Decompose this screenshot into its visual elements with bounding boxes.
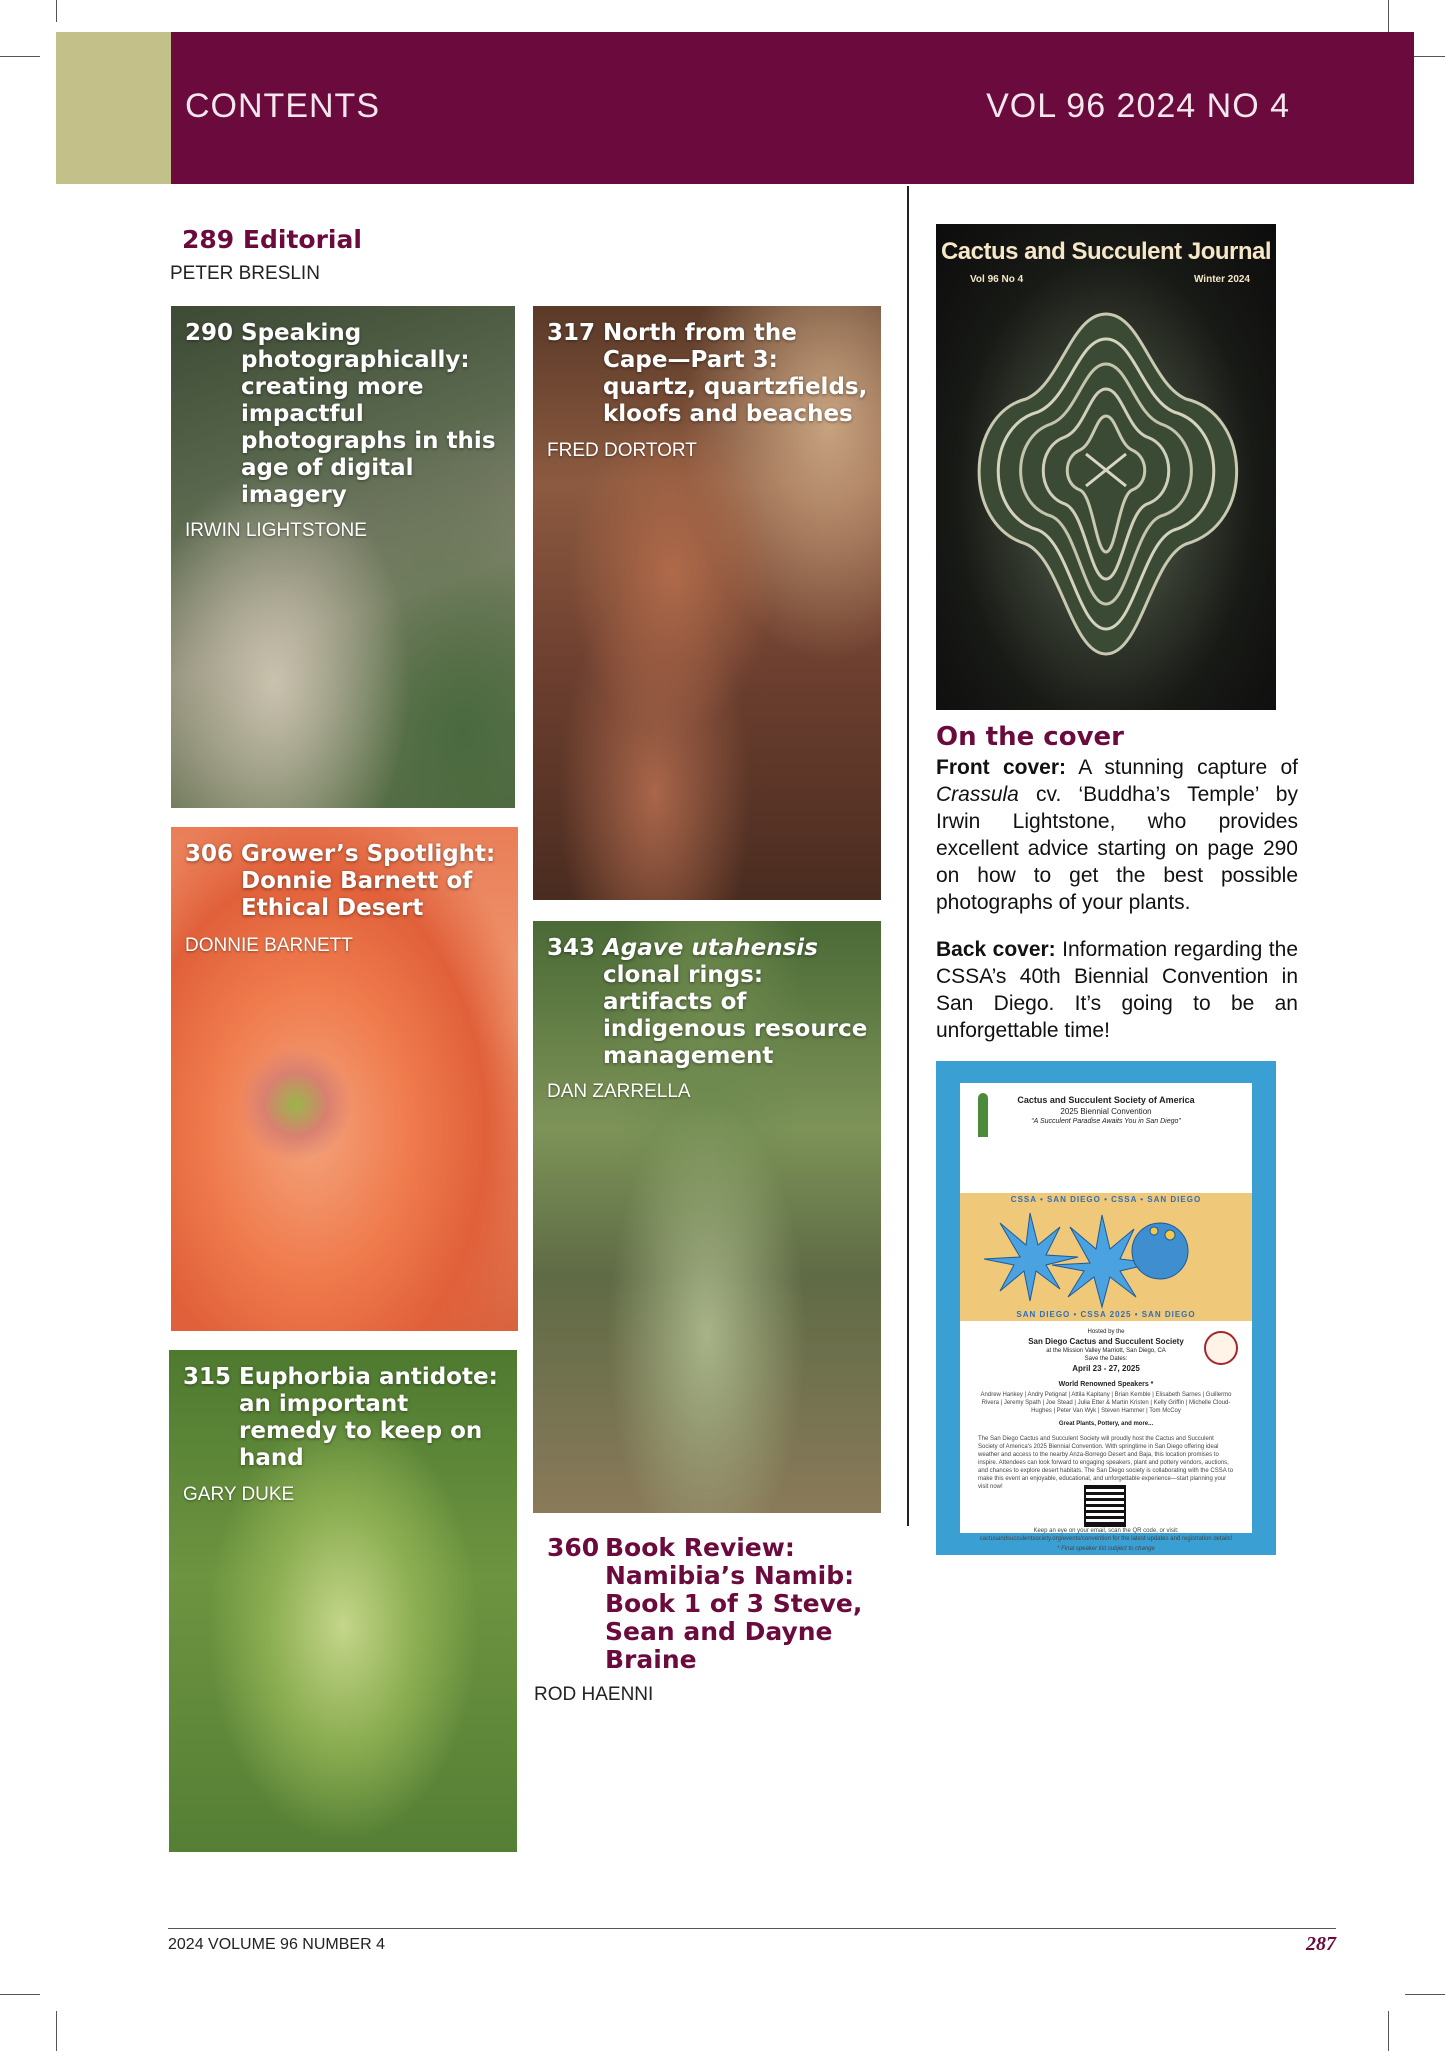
article-317-tile[interactable] bbox=[533, 306, 881, 900]
back-cover-label: Back cover: bbox=[936, 938, 1056, 961]
article-306-title bbox=[185, 841, 510, 922]
poster-org: Cactus and Succulent Society of America bbox=[1017, 1095, 1195, 1105]
footer-rule bbox=[168, 1928, 1336, 1929]
agave-rosette-illustration bbox=[960, 1193, 1204, 1321]
article-306-tile[interactable] bbox=[171, 827, 518, 1331]
article-306-author: DONNIE BARNETT bbox=[185, 935, 353, 956]
poster-keep-eye: Keep an eye on your email, scan the QR code, or visit: bbox=[1033, 1528, 1179, 1534]
back-cover-caption bbox=[936, 936, 1298, 1044]
front-cover-text-1: A stunning capture of bbox=[1078, 756, 1298, 779]
article-343-title bbox=[547, 935, 873, 1070]
crassula-plant-illustration bbox=[936, 224, 1276, 710]
article-title: Editorial bbox=[242, 225, 362, 254]
on-the-cover-heading: On the cover bbox=[936, 722, 1124, 752]
poster-description: The San Diego Cactus and Succulent Society will proudly host the Cactus and Succulent Society of America's 2025 Biennial Convention. With springtime in San Diego offering ideal weather and access to the nearby Anza-Borrego Desert and Baja, this location promises to inspire. Attendees can look forward to engaging speakers, plant and pottery vendors, auctions, and chances to explore desert habitats. The San Diego society is collaborating with the CSSA to make this event an enjoyable, educational, and unforgettable experience—start planning your visit now! bbox=[978, 1436, 1234, 1490]
header-bar bbox=[171, 32, 1414, 184]
article-290-title bbox=[185, 320, 507, 509]
article-360-author: ROD HAENNI bbox=[534, 1684, 654, 1705]
poster-url: cactusandsucculentsociety.org/events/convention for the latest updates and registration details! bbox=[979, 1536, 1233, 1542]
poster-speakers: Andrew Hankey | Andry Petignat | Attila Kapitany | Brian Kemble | Elisabeth Sarnes | Guillermo Rivera | Jeremy Spath | Joe Stead | Julia Etter & Martin Kristen | Kelly Griffin | Michelle Cloud-Hughes | Peter Van Wyk | Steven Hammer | Tom McCoy bbox=[980, 1392, 1232, 1414]
crop-mark bbox=[1405, 1994, 1445, 1995]
issue-label: VOL 96 2024 NO 4 bbox=[986, 87, 1290, 125]
poster-great-plants: Great Plants, Pottery, and more... bbox=[1058, 1421, 1154, 1427]
article-343-tile[interactable] bbox=[533, 921, 881, 1513]
page-number: 315 bbox=[183, 1364, 232, 1390]
front-cover-text-2: cv. ‘Buddha’s Temple’ by Irwin Lightstone, who provides excellent advice starting on page 290 on how to get the best possible photographs of your plants. bbox=[936, 783, 1298, 914]
article-editorial-title[interactable] bbox=[182, 226, 362, 254]
article-315-title bbox=[183, 1364, 509, 1472]
poster-tagline: “A Succulent Paradise Awaits You in San Diego” bbox=[1031, 1118, 1181, 1125]
crop-mark bbox=[0, 1994, 40, 1995]
article-360-title[interactable] bbox=[547, 1534, 892, 1674]
crop-mark bbox=[56, 2011, 57, 2051]
poster-event: 2025 Biennial Convention bbox=[1060, 1107, 1152, 1116]
footer-page-number: 287 bbox=[1306, 1933, 1336, 1955]
section-title: CONTENTS bbox=[185, 87, 380, 125]
page-number: 317 bbox=[547, 320, 596, 346]
poster-band-bottom-text: SAN DIEGO • CSSA 2025 • SAN DIEGO bbox=[1016, 1310, 1196, 1319]
poster-venue: at the Mission Valley Marriott, San Diego, CA bbox=[1046, 1348, 1166, 1354]
article-290-tile[interactable] bbox=[171, 306, 515, 808]
article-title: Euphorbia antidote: an important remedy to keep on hand bbox=[239, 1364, 498, 1471]
article-title: North from the Cape—Part 3: quartz, quartzfields, kloofs and beaches bbox=[603, 320, 868, 427]
article-title: Grower’s Spotlight: Donnie Barnett of Ethical Desert bbox=[241, 841, 496, 921]
poster-footnote: * Final speaker list subject to change bbox=[1057, 1546, 1155, 1552]
crop-mark bbox=[56, 0, 57, 22]
poster-host: San Diego Cactus and Succulent Society bbox=[1028, 1337, 1184, 1346]
column-divider bbox=[907, 186, 909, 1526]
article-title: Book Review: Namibia’s Namib: Book 1 of 3 Steve, Sean and Dayne Braine bbox=[605, 1533, 863, 1674]
front-cover-italic: Crassula bbox=[936, 783, 1019, 806]
page-number: 360 bbox=[547, 1533, 600, 1562]
article-315-author: GARY DUKE bbox=[183, 1484, 295, 1505]
poster-hosted-by: Hosted by the bbox=[1087, 1329, 1125, 1335]
article-317-author: FRED DORTORT bbox=[547, 440, 697, 461]
poster-save-the-dates: Save the Dates: bbox=[1084, 1356, 1128, 1362]
article-343-author: DAN ZARRELLA bbox=[547, 1081, 691, 1102]
poster-band bbox=[960, 1193, 1252, 1321]
front-cover-caption bbox=[936, 754, 1298, 916]
front-cover-label: Front cover: bbox=[936, 756, 1067, 779]
poster-dates: April 23 - 27, 2025 bbox=[1072, 1364, 1140, 1373]
article-title: clonal rings: artifacts of indigenous resource management bbox=[603, 962, 868, 1069]
article-315-tile[interactable] bbox=[169, 1350, 517, 1852]
front-cover-image[interactable] bbox=[936, 224, 1276, 710]
cover-magazine-title: Cactus and Succulent Journal bbox=[940, 238, 1272, 265]
poster-band-top-text: CSSA • SAN DIEGO • CSSA • SAN DIEGO bbox=[1010, 1195, 1202, 1204]
poster-speakers-title: World Renowned Speakers * bbox=[1058, 1381, 1154, 1388]
page-number: 306 bbox=[185, 841, 234, 867]
host-society-seal-icon bbox=[1204, 1331, 1238, 1365]
crop-mark bbox=[0, 56, 40, 57]
header-accent-block bbox=[56, 32, 171, 184]
cover-season-label: Winter 2024 bbox=[1193, 274, 1250, 285]
back-cover-text: Information regarding the CSSA’s 40th Biennial Convention in San Diego. It’s going to be an unforgettable time! bbox=[936, 938, 1298, 1042]
back-cover-poster bbox=[960, 1083, 1252, 1552]
footer-issue-label: 2024 VOLUME 96 NUMBER 4 bbox=[168, 1936, 385, 1953]
article-title-italic: Agave utahensis bbox=[603, 935, 818, 961]
page-number: 343 bbox=[547, 935, 596, 961]
qr-code-icon bbox=[1086, 1487, 1124, 1525]
article-317-title bbox=[547, 320, 873, 428]
page-number: 289 bbox=[182, 225, 235, 254]
article-290-author: IRWIN LIGHTSTONE bbox=[185, 520, 367, 541]
article-editorial-author: PETER BRESLIN bbox=[170, 263, 320, 284]
cover-volume-label: Vol 96 No 4 bbox=[970, 274, 1024, 285]
crop-mark bbox=[1388, 2011, 1389, 2051]
article-title: Speaking photographically: creating more impactful photographs in this age of digital imagery bbox=[241, 320, 496, 508]
back-cover-image[interactable] bbox=[936, 1061, 1276, 1555]
page-number: 290 bbox=[185, 320, 234, 346]
